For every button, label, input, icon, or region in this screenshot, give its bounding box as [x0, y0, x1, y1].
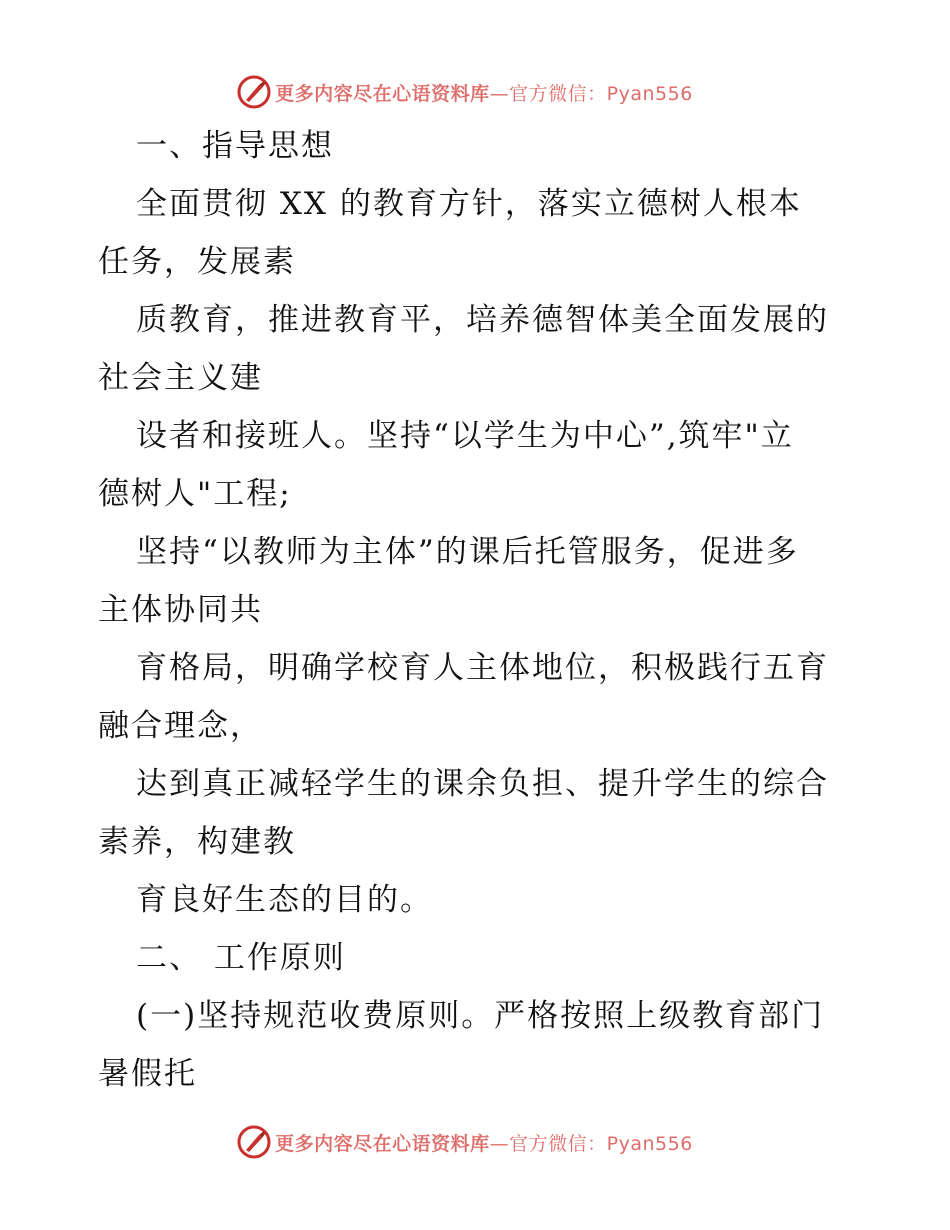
footer-watermark: [0, 1122, 950, 1162]
paragraph-line: 融合理念，: [98, 708, 263, 744]
paragraph-line: 质教育，推进教育平，培养德智体美全面发展的: [136, 302, 829, 338]
watermark-text: 更多内容尽在心语资料库—官方微信：Pyan556: [275, 82, 693, 105]
paragraph-line: 任务，发展素: [98, 244, 296, 280]
paragraph-line: 德树人"工程;: [98, 476, 292, 512]
paragraph-line: 全面贯彻 XX 的教育方针，落实立德树人根本: [136, 186, 802, 222]
paragraph-line: 主体协同共: [98, 592, 263, 628]
paragraph-line: 暑假托: [98, 1056, 197, 1092]
quill-logo-icon: [237, 1125, 271, 1159]
watermark-text: 更多内容尽在心语资料库—官方微信：Pyan556: [275, 1132, 693, 1155]
paragraph-line: 坚持“以教师为主体”的课后托管服务，促进多: [136, 534, 799, 570]
paragraph-line: 设者和接班人。坚持“以学生为中心”,筑牢"立: [136, 418, 794, 454]
paragraph-line: 素养，构建教: [98, 824, 296, 860]
quill-logo-icon: [237, 75, 271, 109]
section-heading: 二、 工作原则: [136, 940, 346, 976]
header-watermark: [0, 72, 950, 112]
paragraph-line: 达到真正减轻学生的课余负担、提升学生的综合: [136, 766, 829, 802]
paragraph-line: (一)坚持规范收费原则。严格按照上级教育部门: [136, 998, 825, 1034]
paragraph-line: 社会主义建: [98, 360, 263, 396]
section-heading: 一、指导思想: [136, 128, 334, 164]
paragraph-line: 育良好生态的目的。: [136, 882, 433, 918]
paragraph-line: 育格局，明确学校育人主体地位，积极践行五育: [136, 650, 829, 686]
